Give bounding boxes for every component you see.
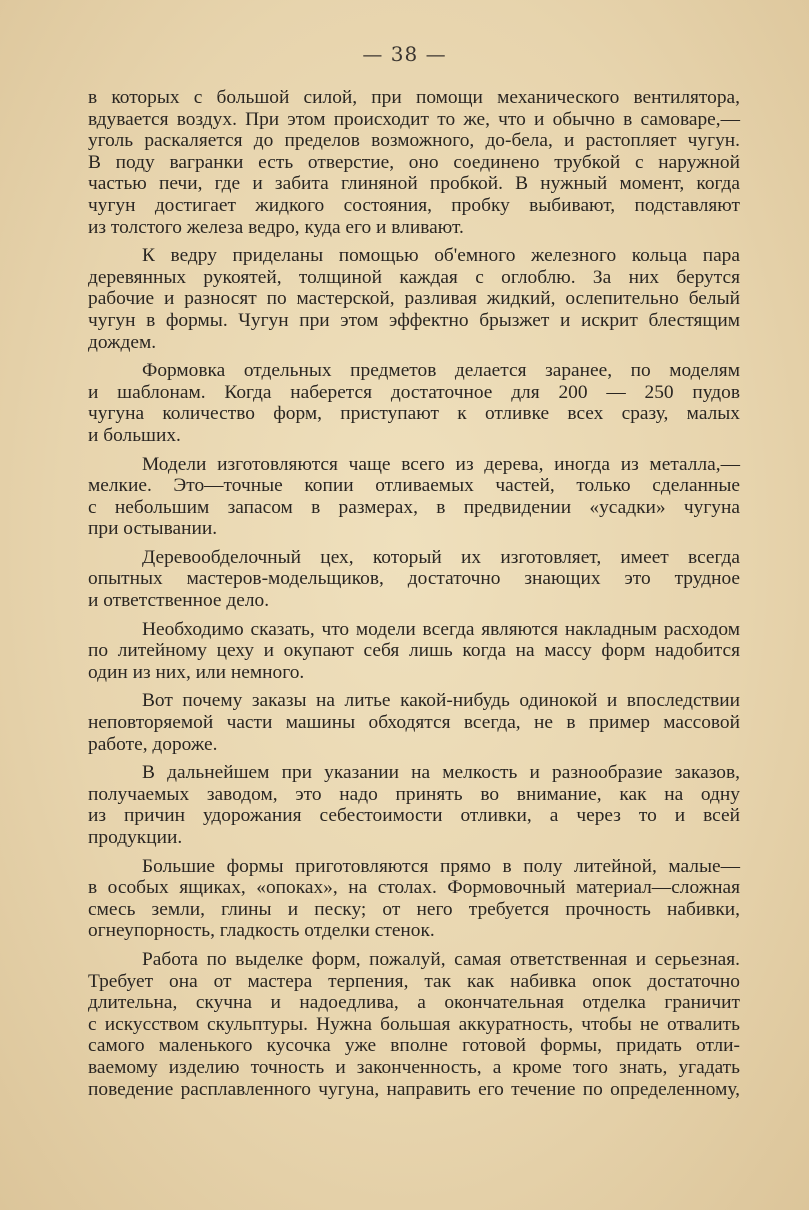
text-line: смесь земли, глины и песку; от него требуется прочность набивки,	[88, 898, 740, 920]
paragraph	[88, 856, 740, 942]
text-line: с искусством скульптуры. Нужна большая аккуратность, чтобы не отвалить	[88, 1013, 740, 1035]
text-line: работе, дороже.	[88, 733, 218, 755]
text-line: деревянных рукоятей, толщиной каждая с оглоблю. За них берутся	[88, 266, 740, 288]
text-line: неповторяемой части машины обходятся всегда, не в пример массовой	[88, 712, 740, 734]
text-line: по литейному цеху и окупают себя лишь когда на массу форм надобится	[88, 640, 740, 662]
paragraph	[88, 87, 740, 238]
text-line: дождем.	[88, 331, 157, 353]
text-line: в которых с большой силой, при помощи механического вентилятора,	[88, 87, 740, 108]
text-line: при остывании.	[88, 518, 218, 540]
text-line: мелкие. Это—точные копии отливаемых частей, только сделанные	[88, 475, 740, 497]
text-line: и больших.	[88, 424, 181, 446]
page-text	[88, 87, 740, 1107]
text-line: чугун в формы. Чугун при этом эффектно брызжет и искрит блестящим	[88, 309, 740, 331]
text-line: огнеупорность, гладкость отделки стенок.	[88, 920, 435, 942]
text-line: Деревообделочный цех, который их изготовляет, имеет всегда	[142, 546, 740, 568]
text-line: чугун достигает жидкого состояния, пробку выбивают, подставляют	[88, 194, 740, 216]
text-line: в особых ящиках, «опоках», на столах. Формовочный материал—сложная	[88, 877, 740, 899]
text-line: из толстого железа ведро, куда его и вливают.	[88, 216, 464, 238]
text-line: из причин удорожания себестоимости отливки, а через то и всей	[88, 805, 740, 827]
paragraph	[88, 245, 740, 353]
text-line: поведение расплавленного чугуна, направить его течение по определенному,	[88, 1078, 740, 1100]
text-line: Большие формы приготовляются прямо в полу литейной, малые—	[142, 855, 740, 877]
text-line: и шаблонам. Когда наберется достаточное для 200 — 250 пудов	[88, 381, 740, 403]
paragraph	[88, 619, 740, 684]
text-line: Необходимо сказать, что модели всегда являются накладным расходом	[142, 618, 740, 640]
paragraph	[88, 690, 740, 755]
text-line: один из них, или немного.	[88, 661, 305, 683]
text-line: В поду вагранки есть отверстие, оно соединено трубкой с наружной	[88, 151, 740, 173]
text-line: Формовка отдельных предметов делается заранее, по моделям	[142, 360, 740, 382]
text-line: К ведру приделаны помощью об'емного железного кольца пара	[142, 245, 740, 267]
text-line: Требует она от мастера терпения, так как набивка опок достаточно	[88, 970, 740, 992]
text-line: рабочие и разносят по мастерской, разливая жидкий, ослепительно белый	[88, 288, 740, 310]
text-line: уголь раскаляется до пределов возможного, до-бела, и растопляет чугун.	[88, 130, 740, 152]
text-line: с небольшим запасом в размерах, в предвидении «усадки» чугуна	[88, 496, 740, 518]
text-line: ваемому изделию точность и законченность, а кроме того знать, угадать	[88, 1056, 740, 1078]
text-line: длительна, скучна и надоедлива, а окончательная отделка граничит	[88, 992, 740, 1014]
text-line: опытных мастеров-модельщиков, достаточно знающих это трудное	[88, 568, 740, 590]
text-line: вдувается воздух. При этом происходит то же, что и обычно в самоваре,—	[88, 108, 740, 130]
text-line: чугуна количество форм, приступают к отливке всех сразу, малых	[88, 403, 740, 425]
text-line: В дальнейшем при указании на мелкость и разнообразие заказов,	[142, 762, 740, 784]
text-line: самого маленького кусочка уже вполне готовой формы, придать отли-	[88, 1035, 740, 1057]
text-line: Вот почему заказы на литье какой-нибудь одинокой и впоследствии	[142, 690, 740, 712]
text-line: продукции.	[88, 827, 183, 848]
paragraph	[88, 454, 740, 540]
text-line: Работа по выделке форм, пожалуй, самая ответственная и серьезная.	[142, 948, 740, 970]
page-number: — 38 —	[362, 42, 447, 66]
paragraph	[88, 949, 740, 1100]
text-line: Модели изготовляются чаще всего из дерева, иногда из металла,—	[142, 453, 740, 475]
paragraph	[88, 547, 740, 612]
text-line: частью печи, где и забита глиняной пробкой. В нужный момент, когда	[88, 173, 740, 195]
paragraph	[88, 360, 740, 446]
text-line: и ответственное дело.	[88, 590, 270, 612]
text-line: получаемых заводом, это надо принять во внимание, как на одну	[88, 783, 740, 805]
paragraph	[88, 762, 740, 848]
